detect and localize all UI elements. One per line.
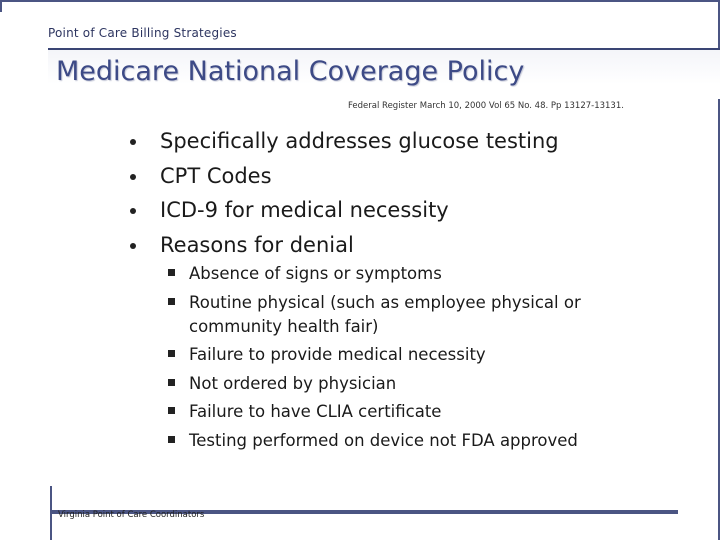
sub-bullet-item [168, 429, 649, 453]
bullet-list [130, 124, 559, 262]
sub-bullet-list [168, 262, 649, 457]
sub-bullet-text: Not ordered by physician [189, 373, 397, 393]
sub-bullet-text: Failure to have CLIA certificate [189, 402, 442, 421]
footer-label: Virginia Point of Care Coordinators [58, 510, 205, 520]
slide-title: Medicare National Coverage Policy [56, 56, 525, 87]
sub-bullet-item [168, 291, 649, 339]
frame-top-line [0, 0, 720, 2]
square-bullet-icon [168, 436, 175, 443]
bullet-text: CPT Codes [160, 163, 272, 188]
bullet-dot-icon [130, 139, 136, 145]
citation: Federal Register March 10, 2000 Vol 65 No. 48. Pp 13127-13131. [348, 101, 624, 111]
bullet-text: ICD-9 for medical necessity [160, 198, 449, 222]
bullet-text: Specifically addresses glucose testing [160, 129, 559, 153]
frame-corner-mark [0, 0, 2, 12]
bullet-dot-icon [130, 174, 136, 180]
sub-bullet-item [168, 262, 649, 286]
square-bullet-icon [168, 269, 175, 276]
sub-bullet-text: Absence of signs or symptoms [189, 264, 442, 283]
bullet-item [130, 124, 559, 159]
bullet-dot-icon [130, 243, 136, 249]
sub-bullet-item [168, 400, 649, 424]
sub-bullet-text: Testing performed on device not FDA approved [189, 430, 578, 450]
bullet-dot-icon [130, 208, 136, 214]
bullet-text: Reasons for denial [160, 232, 354, 257]
sub-bullet-item [168, 372, 649, 396]
sub-bullet-item [168, 343, 649, 367]
bullet-item [130, 228, 559, 263]
square-bullet-icon [168, 407, 175, 414]
header-label: Point of Care Billing Strategies [48, 26, 237, 40]
sub-bullet-text: Failure to provide medical necessity [189, 345, 486, 364]
bullet-item [130, 159, 559, 194]
sub-bullet-text: Routine physical (such as employee physical or community health fair) [189, 292, 581, 336]
bullet-item [130, 193, 559, 228]
square-bullet-icon [168, 350, 175, 357]
square-bullet-icon [168, 379, 175, 386]
square-bullet-icon [168, 298, 175, 305]
